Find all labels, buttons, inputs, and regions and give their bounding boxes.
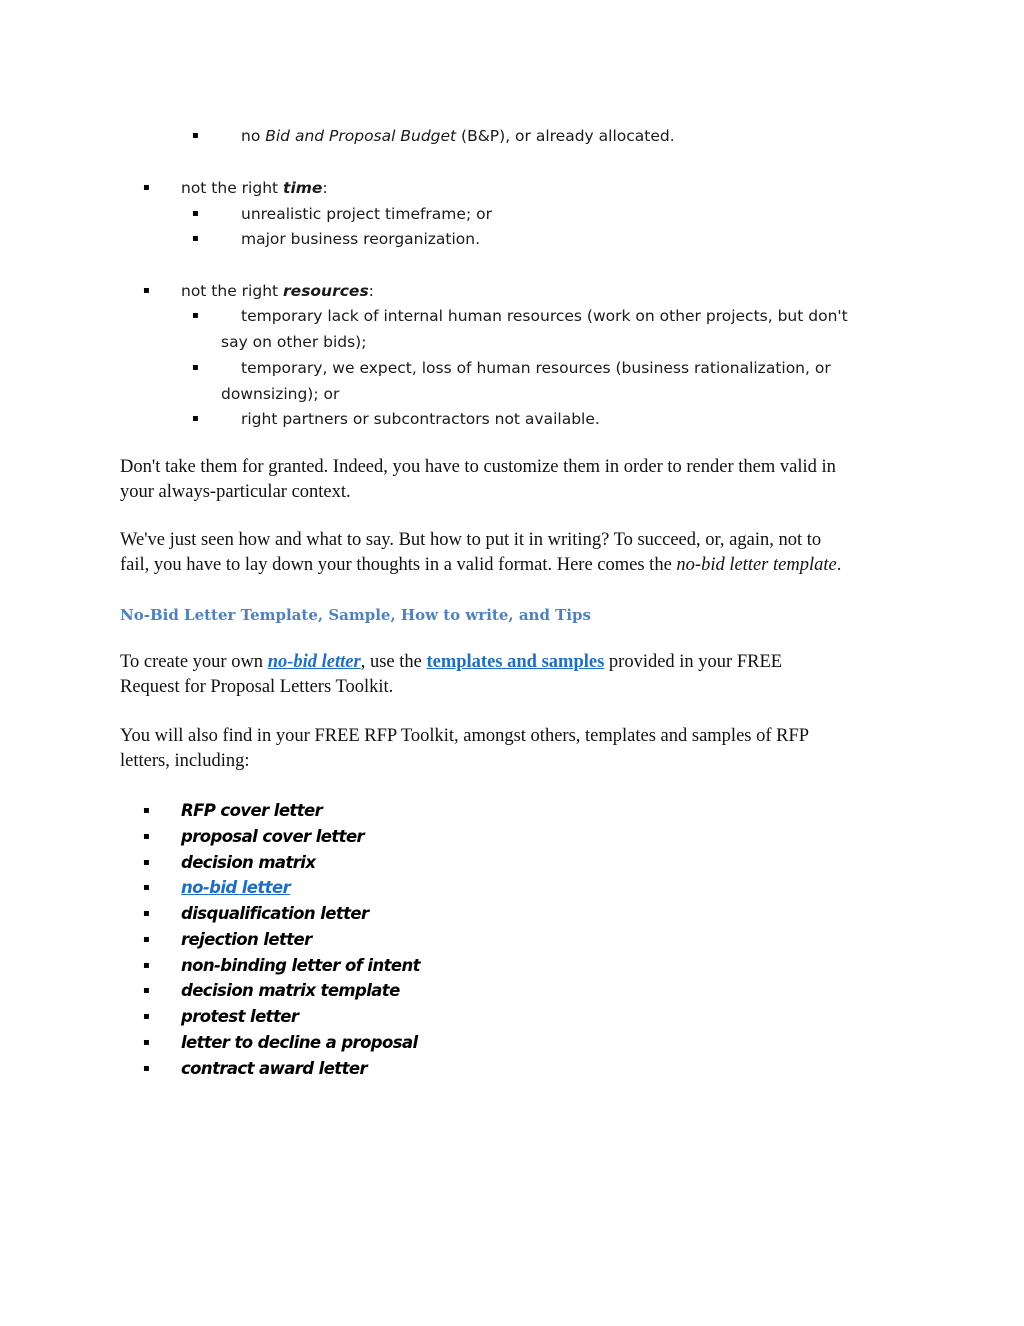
- list-item: non-binding letter of intent: [181, 956, 420, 975]
- bullet-marker: ▪: [143, 805, 150, 816]
- list-item: decision matrix template: [181, 981, 400, 1000]
- bullet-resource-item-continuation: downsizing); or: [221, 385, 340, 403]
- no-bid-letter-link[interactable]: no-bid letter: [267, 652, 361, 672]
- bullet-resource-item-continuation: say on other bids);: [221, 333, 367, 351]
- list-item: letter to decline a proposal: [181, 1033, 418, 1052]
- bullet-marker: ▪: [192, 208, 199, 219]
- list-item: contract award letter: [181, 1059, 367, 1078]
- list-item: protest letter: [181, 1007, 299, 1026]
- paragraph-granted: Don't take them for granted. Indeed, you have to customize them in order to render them valid in your always-particular context.: [120, 457, 836, 502]
- list-item: disqualification letter: [181, 904, 369, 923]
- bullet-marker: ▪: [192, 310, 199, 321]
- bullet-marker: ▪: [143, 831, 150, 842]
- bullet-marker: ▪: [143, 960, 150, 971]
- list-item: proposal cover letter: [181, 827, 365, 846]
- bullet-marker: ▪: [192, 362, 199, 373]
- list-item: rejection letter: [181, 930, 312, 949]
- bullet-marker: ▪: [143, 857, 150, 868]
- section-heading: No-Bid Letter Template, Sample, How to write, and Tips: [120, 606, 591, 624]
- resources-term: resources: [283, 282, 369, 300]
- bullet-budget: no Bid and Proposal Budget (B&P), or already allocated.: [241, 127, 675, 145]
- paragraph-writing: We've just seen how and what to say. But how to put it in writing? To succeed, or, again, not to fail, you have to lay down your thoughts in a valid format. Here comes the no-bid letter template.: [120, 530, 842, 575]
- list-item-no-bid-letter-link[interactable]: no-bid letter: [181, 878, 291, 897]
- bullet-time-item: major business reorganization.: [241, 230, 481, 248]
- paragraph-toolkit: You will also find in your FREE RFP Toolkit, amongst others, templates and samples of RFP letters, including:: [120, 726, 810, 771]
- bid-proposal-budget-term: Bid and Proposal Budget: [265, 127, 457, 145]
- no-bid-letter-template-term: no-bid letter template: [676, 555, 837, 575]
- bullet-marker: ▪: [143, 1011, 150, 1022]
- bullet-marker: ▪: [143, 182, 150, 193]
- bullet-resources: not the right resources:: [181, 282, 374, 300]
- bullet-marker: ▪: [143, 285, 150, 296]
- time-term: time: [283, 179, 323, 197]
- bullet-marker: ▪: [143, 1037, 150, 1048]
- bullet-marker: ▪: [192, 130, 199, 141]
- bullet-marker: ▪: [143, 882, 150, 893]
- bullet-time: not the right time:: [181, 179, 328, 197]
- bullet-marker: ▪: [143, 1063, 150, 1074]
- bullet-resource-item: temporary lack of internal human resources (work on other projects, but don't: [241, 307, 848, 325]
- bullet-marker: ▪: [192, 413, 199, 424]
- bullet-marker: ▪: [192, 233, 199, 244]
- templates-samples-link[interactable]: templates and samples: [426, 652, 605, 672]
- bullet-marker: ▪: [143, 908, 150, 919]
- bullet-time-item: unrealistic project timeframe; or: [241, 205, 492, 223]
- bullet-marker: ▪: [143, 985, 150, 996]
- list-item: RFP cover letter: [181, 801, 323, 820]
- bullet-resource-item: right partners or subcontractors not available.: [241, 410, 600, 428]
- bullet-resource-item: temporary, we expect, loss of human resources (business rationalization, or: [241, 359, 831, 377]
- paragraph-create: To create your own no-bid letter, use the templates and samples provided in your FREE Request for Proposal Letters Toolkit.: [120, 652, 783, 697]
- list-item: decision matrix: [181, 853, 316, 872]
- bullet-marker: ▪: [143, 934, 150, 945]
